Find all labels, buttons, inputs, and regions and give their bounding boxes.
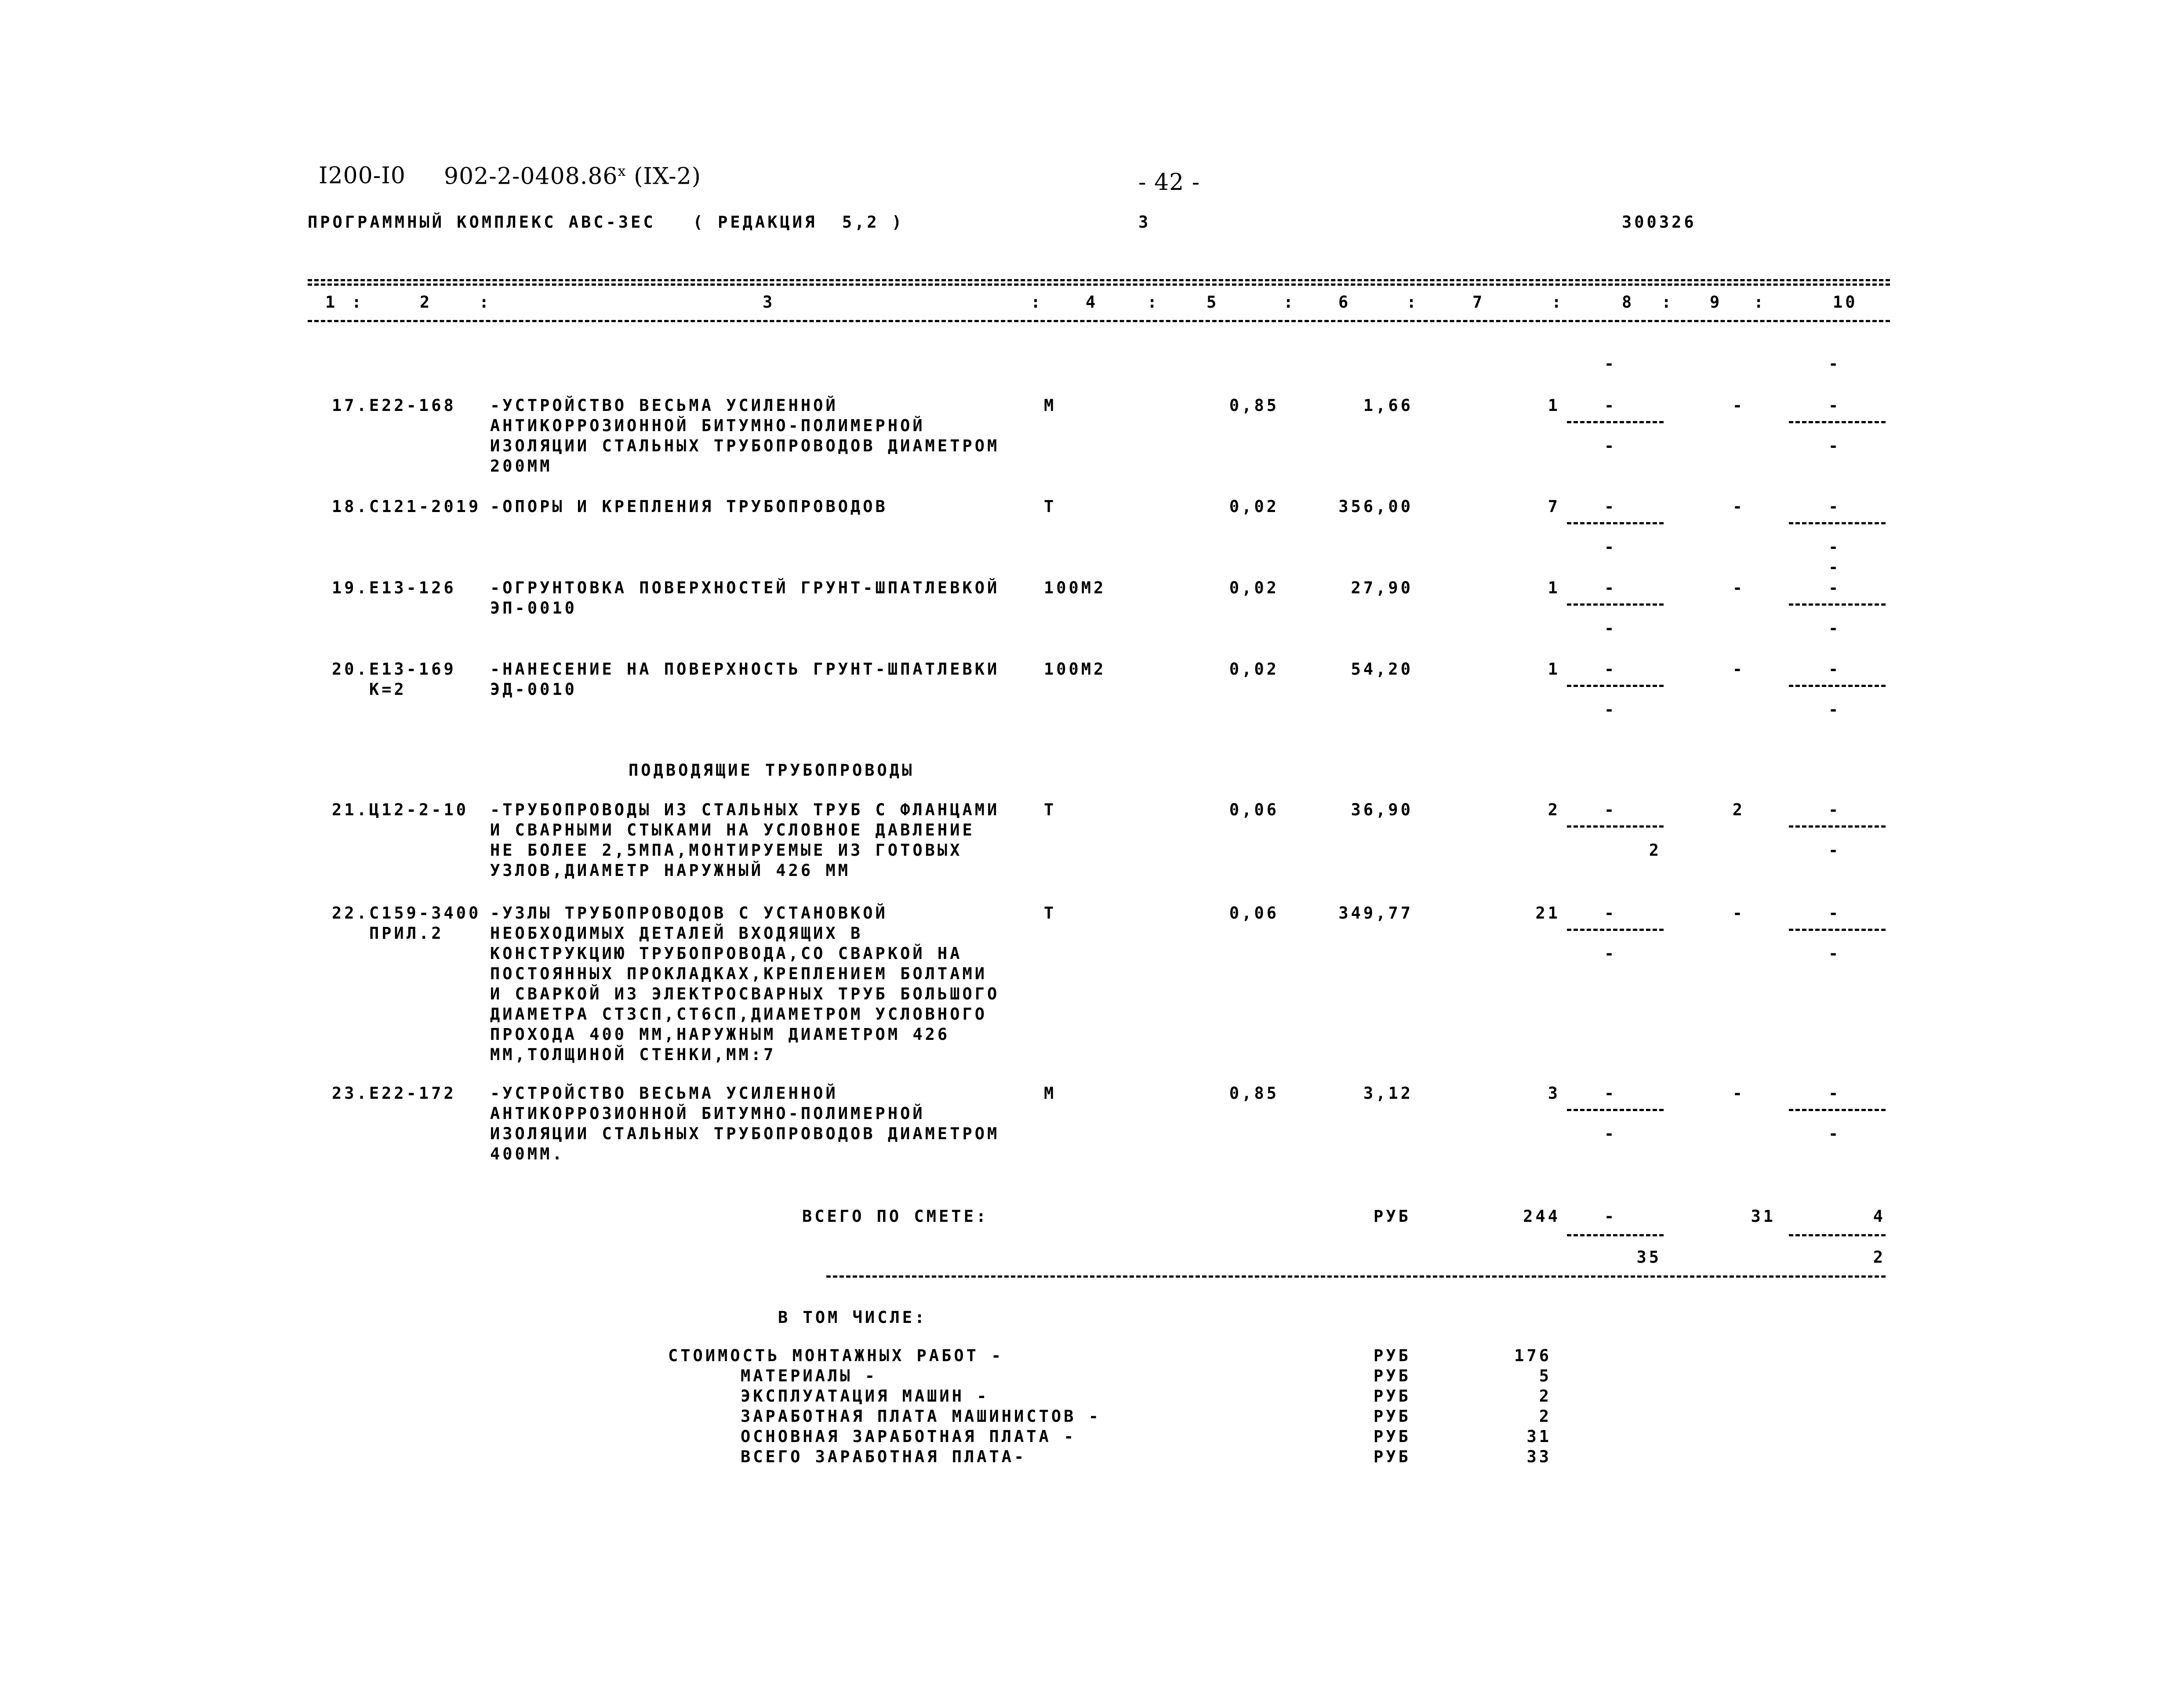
header-rule-top2	[308, 283, 1890, 286]
total-unit: РУБ	[1374, 1207, 1411, 1226]
summary-value: 5	[1539, 1366, 1552, 1385]
row-id: 21.Ц12-2-10	[332, 800, 469, 819]
row-total: 7	[1548, 497, 1560, 516]
project-number: 902-2-0408.86	[444, 163, 618, 190]
row-id: 17.Е22-168	[332, 396, 456, 415]
row-c8-bottom: -	[1604, 1124, 1617, 1143]
row-total: 1	[1548, 396, 1560, 415]
summary-value: 2	[1539, 1387, 1552, 1406]
row-description-line: -УСТРОЙСТВО ВЕСЬМА УСИЛЕННОЙ	[490, 1084, 838, 1103]
row-quantity: 0,06	[1229, 800, 1279, 819]
row-quantity: 0,02	[1229, 497, 1279, 516]
row-price: 349,77	[1338, 904, 1413, 923]
row-id-note: К=2	[369, 680, 407, 699]
row-c10: -	[1828, 660, 1841, 679]
row-c8-bottom: -	[1604, 944, 1617, 963]
column-header-1: 1	[325, 293, 338, 312]
row-c8-rule	[1567, 1109, 1664, 1111]
row-total: 1	[1548, 578, 1560, 597]
row-description-line: ЭД-0010	[490, 680, 577, 699]
row-description-line: -НАНЕСЕНИЕ НА ПОВЕРХНОСТЬ ГРУНТ-ШПАТЛЕВКИ	[490, 660, 1000, 679]
row-quantity: 0,85	[1229, 396, 1279, 415]
total-c10-rule	[1789, 1234, 1886, 1236]
row-c8: -	[1604, 904, 1617, 923]
summary-value: 2	[1539, 1407, 1552, 1426]
row-unit: Т	[1044, 800, 1057, 819]
top-mark-c8: -	[1604, 354, 1617, 373]
column-header-7: 7	[1472, 293, 1485, 312]
row-c10-rule	[1789, 421, 1886, 423]
row-unit: М	[1044, 1084, 1057, 1103]
row-c8-bottom: -	[1604, 619, 1617, 638]
row-c10-rule	[1789, 825, 1886, 828]
row-price: 3,12	[1363, 1084, 1413, 1103]
summary-label: ЗАРАБОТНАЯ ПЛАТА МАШИНИСТОВ -	[741, 1407, 1101, 1426]
row-description-line: ИЗОЛЯЦИИ СТАЛЬНЫХ ТРУБОПРОВОДОВ ДИАМЕТРОМ	[490, 436, 1000, 455]
row-c9: -	[1732, 497, 1745, 516]
total-c7: 244	[1523, 1207, 1560, 1226]
column-separator: :	[1661, 293, 1674, 312]
row-c10: -	[1828, 1084, 1841, 1103]
row-c8-bottom: -	[1604, 538, 1617, 556]
row-c8: -	[1604, 800, 1617, 819]
header-rule-bottom	[308, 320, 1890, 322]
column-separator: :	[1552, 293, 1564, 312]
row-c8-bottom: -	[1604, 436, 1617, 455]
row-c8-rule	[1567, 685, 1664, 687]
row-description-line: УЗЛОВ,ДИАМЕТР НАРУЖНЫЙ 426 ММ	[490, 861, 851, 880]
column-separator: :	[1406, 293, 1419, 312]
summary-unit: РУБ	[1374, 1366, 1411, 1385]
row-c9: -	[1732, 1084, 1745, 1103]
column-header-2: 2	[420, 293, 432, 312]
total-c9: 31	[1751, 1207, 1776, 1226]
row-c8: -	[1604, 497, 1617, 516]
row-price: 1,66	[1363, 396, 1413, 415]
row-price: 36,90	[1351, 800, 1413, 819]
page-number: - 42 -	[1138, 169, 1200, 196]
row-description-line: -ОПОРЫ И КРЕПЛЕНИЯ ТРУБОПРОВОДОВ	[490, 497, 888, 516]
row-id: 20.Е13-169	[332, 660, 456, 679]
row-c8-rule	[1567, 603, 1664, 606]
row-c9: 2	[1732, 800, 1745, 819]
total-label: ВСЕГО ПО СМЕТЕ:	[802, 1207, 989, 1226]
row-description-line: НЕ БОЛЕЕ 2,5МПА,МОНТИРУЕМЫЕ ИЗ ГОТОВЫХ	[490, 841, 963, 860]
row-c10-rule	[1789, 603, 1886, 606]
row-c10-bottom: -	[1828, 436, 1841, 455]
row-c8-bottom: 2	[1649, 841, 1661, 860]
row-id-note: ПРИЛ.2	[369, 924, 444, 943]
row-total: 3	[1548, 1084, 1560, 1103]
total-rule	[826, 1275, 1886, 1278]
row-quantity: 0,06	[1229, 904, 1279, 923]
row-c8-rule	[1567, 929, 1664, 931]
column-header-10: 10	[1833, 293, 1858, 312]
column-separator: :	[1754, 293, 1766, 312]
row-c10-bottom: -	[1828, 1124, 1841, 1143]
row-c8: -	[1604, 578, 1617, 597]
row-c10-rule	[1789, 929, 1886, 931]
column-separator: :	[1147, 293, 1160, 312]
row-description-line: ПОСТОЯННЫХ ПРОКЛАДКАХ,КРЕПЛЕНИЕМ БОЛТАМИ	[490, 964, 988, 983]
row-c10-bottom: -	[1828, 538, 1841, 556]
row-c10-bottom: -	[1828, 841, 1841, 860]
row-description-line: -ТРУБОПРОВОДЫ ИЗ СТАЛЬНЫХ ТРУБ С ФЛАНЦАМИ	[490, 800, 1000, 819]
column-header-9: 9	[1710, 293, 1722, 312]
summary-label: ОСНОВНАЯ ЗАРАБОТНАЯ ПЛАТА -	[741, 1427, 1076, 1446]
row-c9: -	[1732, 904, 1745, 923]
row-price: 27,90	[1351, 578, 1413, 597]
summary-unit: РУБ	[1374, 1346, 1411, 1365]
row-c10-rule	[1789, 522, 1886, 524]
column-header-5: 5	[1206, 293, 1219, 312]
row-c10: -	[1828, 904, 1841, 923]
row-description-line: -ОГРУНТОВКА ПОВЕРХНОСТЕЙ ГРУНТ-ШПАТЛЕВКОЙ	[490, 578, 1000, 597]
row-description-line: -УЗЛЫ ТРУБОПРОВОДОВ С УСТАНОВКОЙ	[490, 904, 888, 923]
row-c10-bottom: -	[1828, 619, 1841, 638]
total-c8-rule	[1567, 1234, 1664, 1236]
row-total: 2	[1548, 800, 1560, 819]
row-c10: -	[1828, 396, 1841, 415]
row-description-line: ПРОХОДА 400 ММ,НАРУЖНЫМ ДИАМЕТРОМ 426	[490, 1025, 950, 1044]
row-total: 21	[1535, 904, 1560, 923]
summary-unit: РУБ	[1374, 1407, 1411, 1426]
row-price: 54,20	[1351, 660, 1413, 679]
project-code	[444, 163, 701, 189]
row-quantity: 0,85	[1229, 1084, 1279, 1103]
row-c9: -	[1732, 396, 1745, 415]
row-c10-rule	[1789, 1109, 1886, 1111]
row-c10-bottom: -	[1828, 700, 1841, 719]
summary-unit: РУБ	[1374, 1427, 1411, 1446]
row-c8-rule	[1567, 522, 1664, 524]
column-header-6: 6	[1338, 293, 1351, 312]
header-rule-top	[308, 279, 1890, 281]
row-id: 22.С159-3400	[332, 904, 481, 923]
total-c10: 4	[1873, 1207, 1886, 1226]
row-unit: Т	[1044, 497, 1057, 516]
row-c10: -	[1828, 578, 1841, 597]
section-title: ПОДВОДЯЩИЕ ТРУБОПРОВОДЫ	[629, 761, 915, 780]
row-unit: М	[1044, 396, 1057, 415]
row-c10-rule	[1789, 685, 1886, 687]
row-price: 356,00	[1338, 497, 1413, 516]
column-separator: :	[352, 293, 364, 312]
summary-value: 33	[1526, 1447, 1552, 1466]
row-description-line: АНТИКОРРОЗИОННОЙ БИТУМНО-ПОЛИМЕРНОЙ	[490, 1104, 925, 1123]
row-c8: -	[1604, 660, 1617, 679]
row-description-line: 200ММ	[490, 457, 552, 476]
column-header-4: 4	[1086, 293, 1098, 312]
row-quantity: 0,02	[1229, 578, 1279, 597]
row-unit: 100М2	[1044, 578, 1106, 597]
column-header-8: 8	[1622, 293, 1635, 312]
row-c8-rule	[1567, 421, 1664, 423]
project-sup: x	[618, 163, 626, 179]
summary-value: 176	[1514, 1346, 1552, 1365]
row-description-line: НЕОБХОДИМЫХ ДЕТАЛЕЙ ВХОДЯЩИХ В	[490, 924, 863, 943]
row-unit: 100М2	[1044, 660, 1106, 679]
row-c9: -	[1732, 578, 1745, 597]
row-description-line: ЭП-0010	[490, 599, 577, 618]
column-separator: :	[479, 293, 492, 312]
row-c10: -	[1828, 497, 1841, 516]
summary-label: ВСЕГО ЗАРАБОТНАЯ ПЛАТА-	[741, 1447, 1027, 1466]
incl-title: В ТОМ ЧИСЛЕ:	[778, 1308, 927, 1327]
summary-unit: РУБ	[1374, 1387, 1411, 1406]
row-description-line: -УСТРОЙСТВО ВЕСЬМА УСИЛЕННОЙ	[490, 396, 838, 415]
row-c10-extra: -	[1828, 558, 1841, 577]
summary-label: МАТЕРИАЛЫ -	[741, 1366, 878, 1385]
doc-code: I200-I0	[319, 163, 406, 189]
total-c8b: 35	[1636, 1248, 1661, 1267]
row-description-line: И СВАРНЫМИ СТЫКАМИ НА УСЛОВНОЕ ДАВЛЕНИЕ	[490, 821, 975, 839]
row-c10-bottom: -	[1828, 944, 1841, 963]
header-col3: 3	[1138, 213, 1151, 232]
row-c8: -	[1604, 1084, 1617, 1103]
program-title: ПРОГРАММНЫЙ КОМПЛЕКС АВС-ЗЕС ( РЕДАКЦИЯ 5,2 )	[308, 213, 905, 232]
row-description-line: АНТИКОРРОЗИОННОЙ БИТУМНО-ПОЛИМЕРНОЙ	[490, 416, 925, 435]
summary-label: СТОИМОСТЬ МОНТАЖНЫХ РАБОТ -	[668, 1346, 1004, 1365]
row-c10: -	[1828, 800, 1841, 819]
row-description-line: И СВАРКОЙ ИЗ ЭЛЕКТРОСВАРНЫХ ТРУБ БОЛЬШОГО	[490, 984, 1000, 1003]
project-part: (IX-2)	[634, 163, 701, 190]
top-mark-c10: -	[1828, 354, 1841, 373]
row-quantity: 0,02	[1229, 660, 1279, 679]
row-c8-rule	[1567, 825, 1664, 828]
header-code: 300326	[1622, 213, 1697, 232]
row-description-line: КОНСТРУКЦИЮ ТРУБОПРОВОДА,СО СВАРКОЙ НА	[490, 944, 963, 963]
summary-label: ЭКСПЛУАТАЦИЯ МАШИН -	[741, 1387, 989, 1406]
row-c8-bottom: -	[1604, 700, 1617, 719]
row-id: 19.Е13-126	[332, 578, 456, 597]
row-description-line: 400ММ.	[490, 1144, 565, 1163]
column-separator: :	[1031, 293, 1043, 312]
summary-unit: РУБ	[1374, 1447, 1411, 1466]
row-c9: -	[1732, 660, 1745, 679]
row-total: 1	[1548, 660, 1560, 679]
total-c8: -	[1604, 1207, 1617, 1226]
row-description-line: ИЗОЛЯЦИИ СТАЛЬНЫХ ТРУБОПРОВОДОВ ДИАМЕТРОМ	[490, 1124, 1000, 1143]
column-separator: :	[1283, 293, 1296, 312]
total-c10b: 2	[1873, 1248, 1886, 1267]
column-header-3: 3	[763, 293, 775, 312]
row-id: 23.Е22-172	[332, 1084, 456, 1103]
summary-value: 31	[1526, 1427, 1552, 1446]
row-description-line: ДИАМЕТРА СТЗСП,СТ6СП,ДИАМЕТРОМ УСЛОВНОГО	[490, 1005, 988, 1024]
row-c8: -	[1604, 396, 1617, 415]
row-description-line: ММ,ТОЛЩИНОЙ СТЕНКИ,ММ:7	[490, 1045, 776, 1064]
row-unit: Т	[1044, 904, 1057, 923]
row-id: 18.С121-2019	[332, 497, 481, 516]
